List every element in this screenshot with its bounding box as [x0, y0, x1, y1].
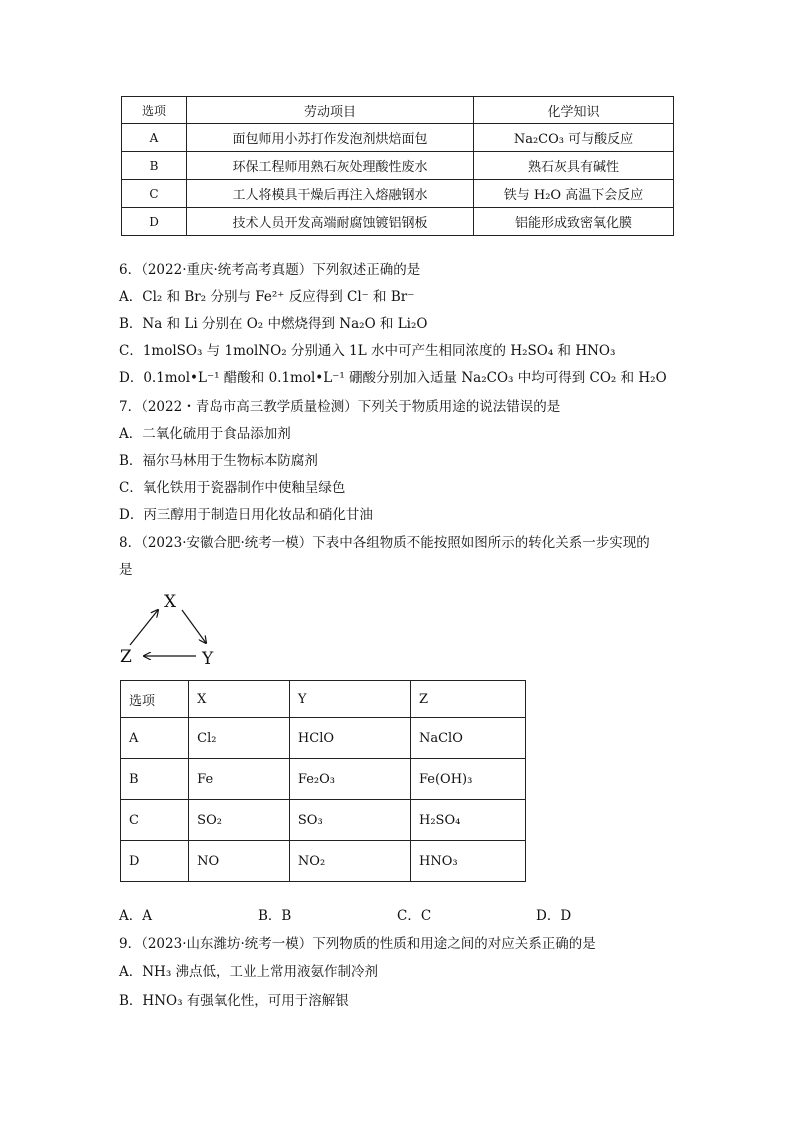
diagram-label-x: X: [164, 592, 177, 612]
question-9-option-a: A．NH₃ 沸点低，工业上常用液氨作制冷剂: [119, 964, 379, 980]
table-row: [121, 718, 526, 759]
table-cell: NO₂: [289, 841, 410, 882]
table-cell: 技术人员开发高端耐腐蚀镀铝钢板: [187, 208, 474, 236]
question-8-answer-b: B．B: [258, 908, 292, 924]
question-9-option-b: B．HNO₃ 有强氧化性，可用于溶解银: [119, 993, 349, 1009]
table-header-cell: 劳动项目: [187, 97, 474, 124]
table-cell: Na₂CO₃ 可与酸反应: [474, 124, 674, 152]
question-8-stem-continued: 是: [119, 562, 133, 578]
table-cell: Cl₂: [189, 718, 290, 759]
arrow-x-to-y: [182, 610, 206, 643]
table-cell: HClO: [289, 718, 410, 759]
question-6-stem: 6．（2022·重庆·统考高考真题）下列叙述正确的是: [119, 262, 421, 278]
conversion-options-table: [120, 680, 526, 882]
table-cell: C: [121, 800, 189, 841]
table-row: [122, 152, 674, 180]
table-row: [121, 759, 526, 800]
table-cell: D: [122, 208, 187, 236]
table-cell: HNO₃: [410, 841, 525, 882]
diagram-label-z: Z: [120, 647, 132, 667]
table-header-cell: Z: [410, 681, 525, 718]
question-8-stem: 8．（2023·安徽合肥·统考一模）下表中各组物质不能按照如图所示的转化关系一步实现的: [119, 535, 650, 551]
question-9-stem: 9．（2023·山东潍坊·统考一模）下列物质的性质和用途之间的对应关系正确的是: [119, 936, 596, 952]
question-8-answer-c: C．C: [397, 908, 432, 924]
table-row: [122, 180, 674, 208]
table-row: [121, 800, 526, 841]
table-cell: B: [122, 152, 187, 180]
table-header-cell: X: [189, 681, 290, 718]
diagram-label-y: Y: [202, 649, 214, 669]
question-6-option-d: D．0.1mol•L⁻¹ 醋酸和 0.1mol•L⁻¹ 硼酸分别加入适量 Na₂CO₃ 中均可得到 CO₂ 和 H₂O: [119, 370, 667, 386]
table-cell: NaClO: [410, 718, 525, 759]
question-8-answer-d: D．D: [536, 908, 572, 924]
question-6-option-a: A．Cl₂ 和 Br₂ 分别与 Fe²⁺ 反应得到 Cl⁻ 和 Br⁻: [119, 289, 415, 305]
table-cell: C: [122, 180, 187, 208]
table-cell: 铁与 H₂O 高温下会反应: [474, 180, 674, 208]
table-cell: Fe₂O₃: [289, 759, 410, 800]
question-7-stem: 7．（2022・青岛市高三教学质量检测）下列关于物质用途的说法错误的是: [119, 399, 561, 415]
question-6-option-c: C．1molSO₃ 与 1molNO₂ 分别通入 1L 水中可产生相同浓度的 H₂SO₄ 和 HNO₃: [119, 343, 616, 359]
table-header-cell: 选项: [122, 97, 187, 124]
table-cell: Fe(OH)₃: [410, 759, 525, 800]
question-7-option-a: A．二氧化硫用于食品添加剂: [119, 426, 291, 442]
table-cell: 工人将模具干燥后再注入熔融钢水: [187, 180, 474, 208]
table-header-cell: 化学知识: [474, 97, 674, 124]
table-cell: 面包师用小苏打作发泡剂烘焙面包: [187, 124, 474, 152]
table-cell: B: [121, 759, 189, 800]
table-row: [122, 124, 674, 152]
table-cell: SO₃: [289, 800, 410, 841]
table-cell: SO₂: [189, 800, 290, 841]
arrow-z-to-x: [130, 610, 158, 645]
question-7-option-d: D．丙三醇用于制造日用化妆品和硝化甘油: [119, 507, 373, 523]
table-header-cell: 选项: [121, 681, 189, 718]
table-header-cell: Y: [289, 681, 410, 718]
table-cell: NO: [189, 841, 290, 882]
table-cell: A: [122, 124, 187, 152]
table-cell: 熟石灰具有碱性: [474, 152, 674, 180]
question-7-option-b: B．福尔马林用于生物标本防腐剂: [119, 453, 318, 469]
table-cell: Fe: [189, 759, 290, 800]
table-cell: A: [121, 718, 189, 759]
table-cell: 铝能形成致密氧化膜: [474, 208, 674, 236]
table-cell: 环保工程师用熟石灰处理酸性废水: [187, 152, 474, 180]
conversion-cycle-diagram: [112, 590, 232, 670]
labor-chemistry-table: [121, 96, 674, 236]
table-header-row: [121, 681, 526, 718]
table-row: [122, 208, 674, 236]
question-7-option-c: C．氧化铁用于瓷器制作中使釉呈绿色: [119, 480, 346, 496]
table-row: [121, 841, 526, 882]
table-cell: D: [121, 841, 189, 882]
table-cell: H₂SO₄: [410, 800, 525, 841]
table-header-row: [122, 97, 674, 124]
question-8-answer-a: A．A: [119, 908, 152, 924]
question-6-option-b: B．Na 和 Li 分别在 O₂ 中燃烧得到 Na₂O 和 Li₂O: [119, 316, 428, 332]
